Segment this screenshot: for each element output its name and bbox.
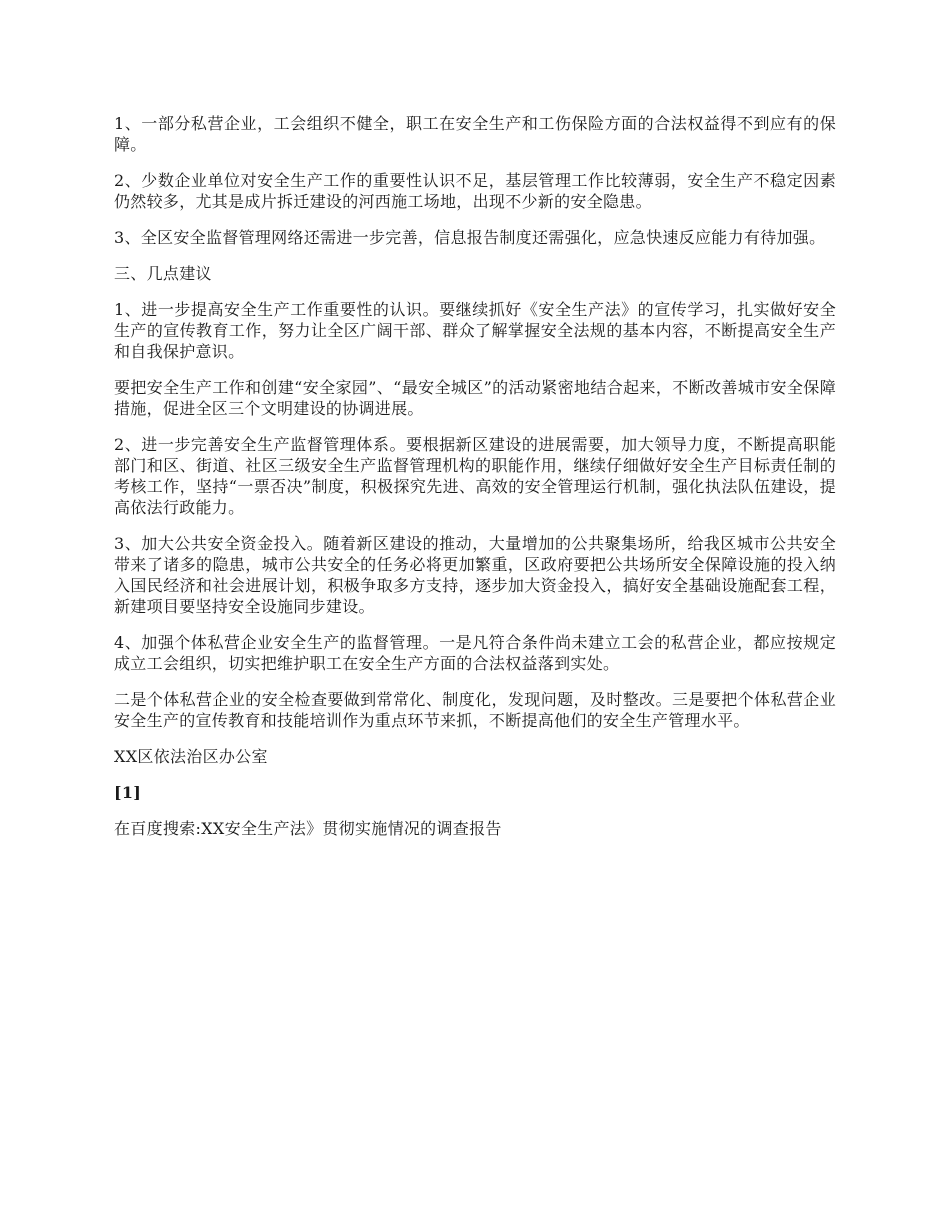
paragraph-3: 3、全区安全监督管理网络还需进一步完善，信息报告制度还需强化，应急快速反应能力有待加强。	[114, 228, 826, 247]
paragraph-4: 1、进一步提高安全生产工作重要性的认识。要继续抓好《安全生产法》的宣传学习，扎实做好安全生产的宣传教育工作，努力让全区广阔干部、群众了解掌握安全法规的基本内容，不断提高安全生产和自我保护意识。	[114, 300, 836, 361]
section-heading: 三、几点建议	[114, 264, 212, 283]
paragraph-8: 4、加强个体私营企业安全生产的监督管理。一是凡符合条件尚未建立工会的私营企业，都应按规定成立工会组织，切实把维护职工在安全生产方面的合法权益落到实处。	[114, 633, 836, 673]
paragraph-2: 2、少数企业单位对安全生产工作的重要性认识不足，基层管理工作比较薄弱，安全生产不稳定因素仍然较多，尤其是成片拆迁建设的河西施工场地，出现不少新的安全隐患。	[114, 171, 836, 211]
paragraph-5: 要把安全生产工作和创建“安全家园”、“最安全城区”的活动紧密地结合起来，不断改善城市安全保障措施，促进全区三个文明建设的协调进展。	[114, 378, 836, 418]
search-footer: 在百度搜索:XX安全生产法》贯彻实施情况的调查报告	[114, 819, 502, 838]
paragraph-6: 2、进一步完善安全生产监督管理体系。要根据新区建设的进展需要，加大领导力度，不断提高职能部门和区、街道、社区三级安全生产监督管理机构的职能作用，继续仔细做好安全生产目标责任制的考核工作，坚持“一票否决”制度，积极探究先进、高效的安全管理运行机制，强化执法队伍建设，提高依法行政能力。	[114, 435, 836, 517]
paragraph-9: 二是个体私营企业的安全检查要做到常常化、制度化，发现问题，及时整改。三是要把个体私营企业安全生产的宣传教育和技能培训作为重点环节来抓，不断提高他们的安全生产管理水平。	[114, 690, 836, 730]
paragraph-7: 3、加大公共安全资金投入。随着新区建设的推动，大量增加的公共聚集场所，给我区城市公共安全带来了诸多的隐患，城市公共安全的任务必将更加繁重，区政府要把公共场所安全保障设施的投入纳入国民经济和社会进展计划，积极争取多方支持，逐步加大资金投入，搞好安全基础设施配套工程，新建项目要坚持安全设施同步建设。	[114, 534, 836, 616]
office-signature: XX区依法治区办公室	[114, 747, 268, 766]
reference-marker: [1]	[114, 783, 142, 802]
document-body	[114, 113, 836, 854]
paragraph-1: 1、一部分私营企业，工会组织不健全，职工在安全生产和工伤保险方面的合法权益得不到应有的保障。	[114, 114, 836, 154]
